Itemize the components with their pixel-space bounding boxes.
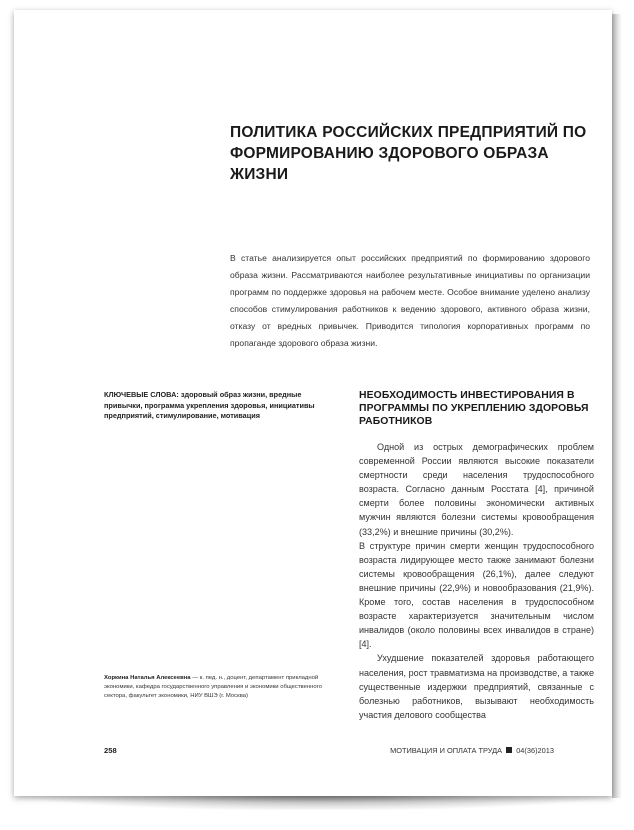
- footer-journal: [390, 746, 554, 755]
- journal-name: МОТИВАЦИЯ И ОПЛАТА ТРУДА: [390, 746, 503, 755]
- section-body: [359, 440, 594, 722]
- journal-issue: 04(36)2013: [516, 746, 554, 755]
- section-heading: НЕОБХОДИМОСТЬ ИНВЕСТИРОВАНИЯ В ПРОГРАММЫ ПО УКРЕПЛЕНИЮ ЗДОРОВЬЯ РАБОТНИКОВ: [359, 390, 589, 427]
- body-paragraph-2: В структуре причин смерти женщин трудоспособного возраста лидирующее место также занимают болезни системы кровообращения (26,1%), далее следуют внешние причины (22,9%) и новообразования (21,9%). Кроме того, состав населения в трудоспособном возрасте характеризуется значительным числом инвалидов (около половины всех инвалидов в стране) [4].: [359, 540, 594, 650]
- author-name: Хоркина Наталья Алексеевна: [104, 675, 191, 681]
- body-paragraph-1: Одной из острых демографических проблем современной России являются высокие показатели смертности среди населения трудоспособного возраста. Согласно данным Росстата [4], причиной смерти более половины экономически активных мужчин являются болезни системы кровообращения (33,2%) и внешние причины (30,2%).: [359, 442, 594, 537]
- document-page: [14, 10, 612, 796]
- square-separator-icon: [506, 747, 512, 753]
- body-paragraph-3: Ухудшение показателей здоровья работающего населения, рост травматизма на производстве, а также существенные издержки предприятий, связанные с болезнью работников, вызывают необходимость участия делового сообщества: [359, 653, 594, 720]
- keywords-label: КЛЮЧЕВЫЕ СЛОВА:: [104, 390, 179, 399]
- author-details: — к. пед. н., доцент, департамент прикладной экономики, кафедра государственного управления и экономики общественного сектора, факультет экономики, НИУ ВШЭ (г. Москва): [104, 675, 322, 699]
- article-abstract: В статье анализируется опыт российских предприятий по формированию здорового образа жизни. Рассматриваются наиболее результативные инициативы по организации программ по поддержке здоровья на рабочем месте. Особое внимание уделено анализу способов стимулирования работников к ведению здорового, активного образа жизни, отказу от вредных привычек. Приводится типология корпоративных программ по пропаганде здорового образа жизни.: [230, 253, 590, 349]
- article-title: ПОЛИТИКА РОССИЙСКИХ ПРЕДПРИЯТИЙ ПО ФОРМИРОВАНИЮ ЗДОРОВОГО ОБРАЗА ЖИЗНИ: [230, 124, 587, 183]
- page-shadow-right: [612, 14, 622, 798]
- keywords-block: [104, 390, 334, 422]
- page-number: 258: [104, 746, 117, 755]
- keywords-text: здоровый образ жизни, вредные привычки, программа укрепления здоровья, инициативы предприятий, стимулирование, мотивация: [104, 390, 315, 420]
- author-info: [104, 674, 336, 701]
